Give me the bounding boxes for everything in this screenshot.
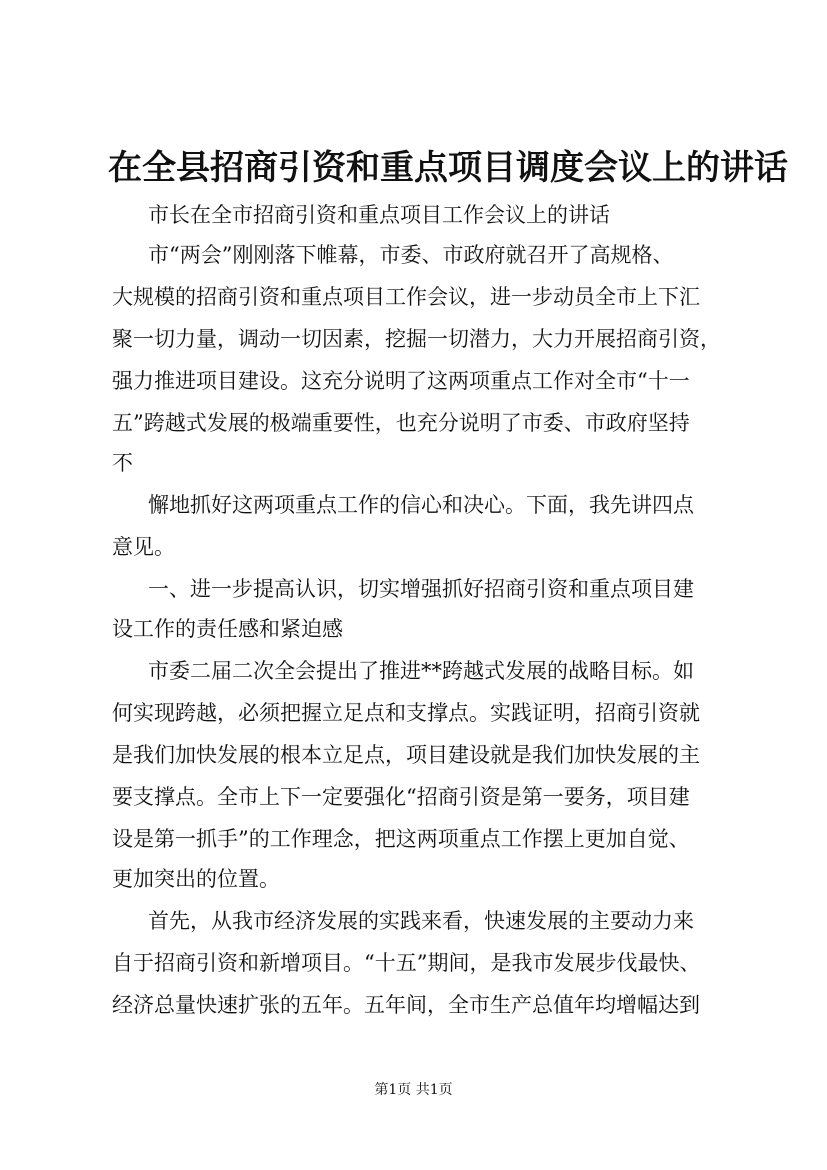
body-line: 自于招商引资和新增项目。“十五”期间，是我市发展步伐最快、 <box>112 951 701 975</box>
body-line: 市“两会”刚刚落下帷幕，市委、市政府就召开了高规格、 <box>148 243 674 267</box>
body-line: 市委二届二次全会提出了推进**跨越式发展的战略目标。如 <box>148 659 694 683</box>
body-line: 是我们加快发展的根本立足点，项目建设就是我们加快发展的主 <box>112 743 700 767</box>
body-line: 经济总量快速扩张的五年。五年间，全市生产总值年均增幅达到 <box>112 993 700 1017</box>
speech-subtitle: 市长在全市招商引资和重点项目工作会议上的讲话 <box>148 203 610 227</box>
section-heading: 设工作的责任感和紧迫感 <box>112 617 343 641</box>
body-line: 五”跨越式发展的极端重要性，也充分说明了市委、市政府坚持 <box>112 411 690 435</box>
body-line: 不 <box>112 451 133 475</box>
section-heading: 一、进一步提高认识，切实增强抓好招商引资和重点项目建 <box>148 577 694 601</box>
document-title: 在全县招商引资和重点项目调度会议上的讲话 <box>108 148 788 188</box>
body-line: 大规模的招商引资和重点项目工作会议，进一步动员全市上下汇 <box>112 285 700 309</box>
body-line: 懈地抓好这两项重点工作的信心和决心。下面，我先讲四点 <box>148 493 694 517</box>
body-line: 设是第一抓手”的工作理念，把这两项重点工作摆上更加自觉、 <box>112 827 690 851</box>
body-line: 要支撑点。全市上下一定要强化“招商引资是第一要务，项目建 <box>112 785 690 809</box>
body-line: 更加突出的位置。 <box>112 867 280 891</box>
body-line: 强力推进项目建设。这充分说明了这两项重点工作对全市“十一 <box>112 369 690 393</box>
page-number-footer: 第1页 共1页 <box>374 1082 453 1098</box>
body-line: 聚一切力量，调动一切因素，挖掘一切潜力，大力开展招商引资， <box>112 327 721 351</box>
body-line: 意见。 <box>112 535 175 559</box>
body-line: 首先，从我市经济发展的实践来看，快速发展的主要动力来 <box>148 909 694 933</box>
body-line: 何实现跨越，必须把握立足点和支撑点。实践证明，招商引资就 <box>112 701 700 725</box>
